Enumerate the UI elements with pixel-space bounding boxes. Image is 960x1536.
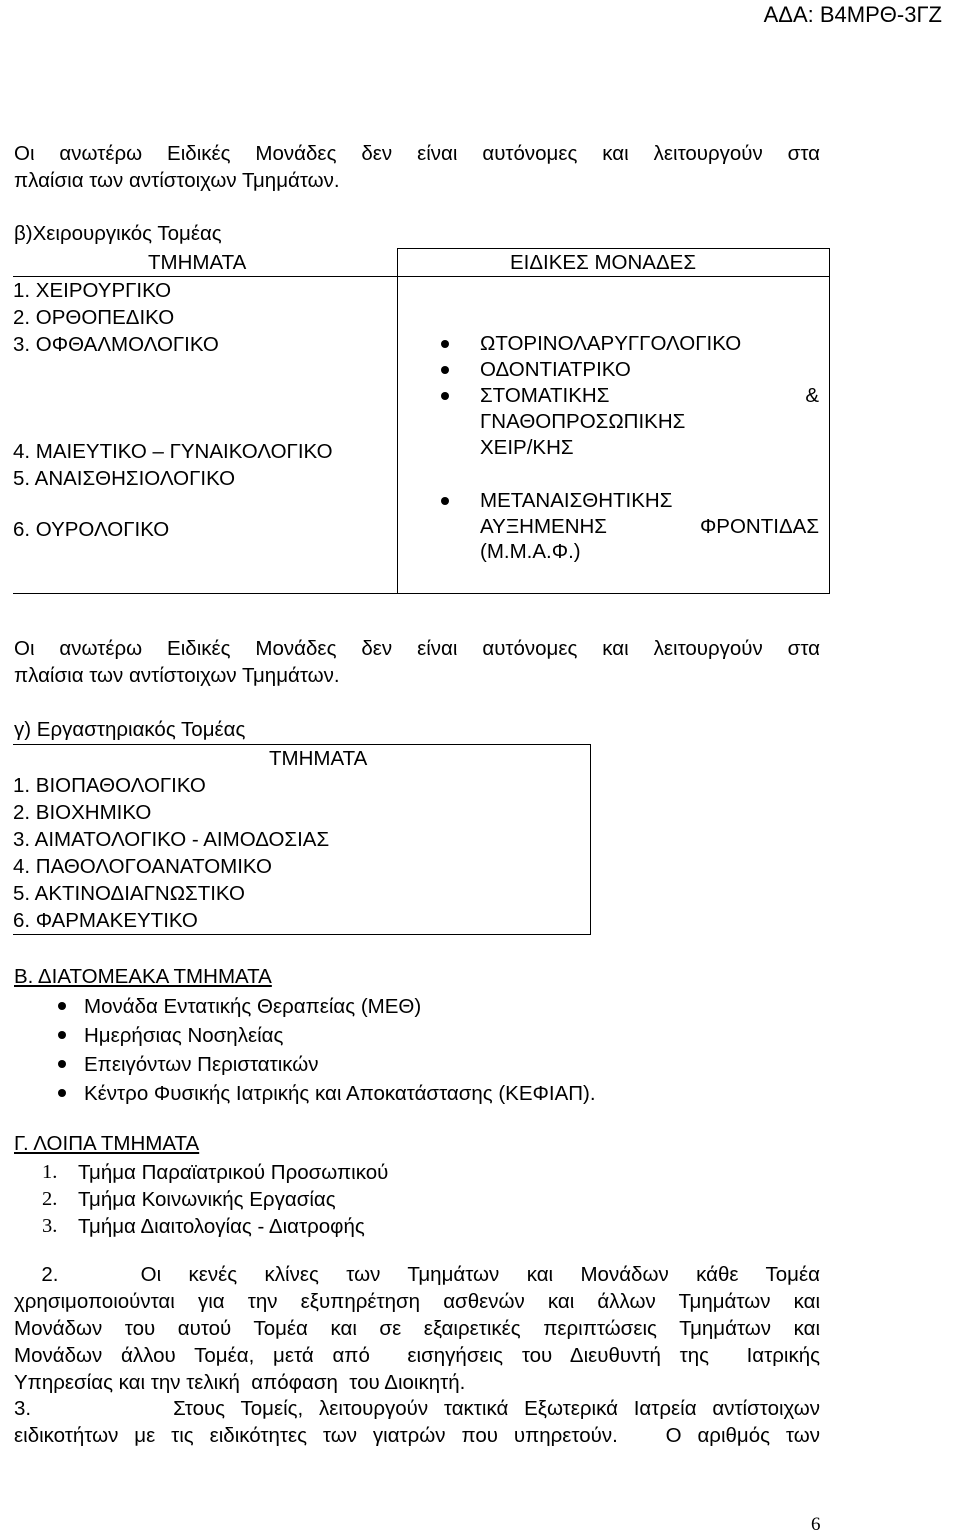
laboratory-departments-cell (13, 745, 591, 935)
list-item: 2. Τμήμα Κοινωνικής Εργασίας (42, 1188, 336, 1211)
department-item: 1. ΧΕΙΡΟΥΡΓΙΚΟ (13, 279, 172, 302)
surgical-heading: β)Χειρουργικός Τομέας (14, 222, 222, 245)
unit-item: ΣΤΟΜΑΤΙΚΗΣ & (398, 383, 829, 409)
department-item: 4. ΠΑΘΟΛΟΓΟΑΝΑΤΟΜΙΚΟ (13, 855, 272, 878)
laboratory-col-departments: ΤΜΗΜΑΤΑ (269, 747, 368, 770)
department-item: 5. ΑΚΤΙΝΟΔΙΑΓΝΩΣΤΙΚΟ (13, 882, 245, 905)
department-item: 2. ΒΙΟΧΗΜΙΚΟ (13, 801, 152, 824)
department-item: 6. ΟΥΡΟΛΟΓΙΚΟ (13, 518, 170, 541)
unit-item: ΜΕΤΑΝΑΙΣΘΗΤΙΚΗΣ (398, 488, 829, 514)
note-1-line-2: πλαίσια των αντίστοιχων Τμημάτων. (14, 169, 340, 192)
para-2-line-4: Μονάδων άλλου Τομέα, μετά από εισηγήσεις του Διευθυντή της Ιατρικής (14, 1344, 820, 1367)
para-3-line-1: 3. Στους Τομείς, λειτουργούν τακτικά Εξωτερικά Ιατρεία αντίστοιχων (14, 1397, 820, 1420)
department-item: 4. ΜΑΙΕΥΤΙΚΟ – ΓΥΝΑΙΚΟΛΟΓΙΚΟ (13, 440, 333, 463)
note-1-line-1: Οι ανωτέρω Ειδικές Μονάδες δεν είναι αυτόνομες και λειτουργούν στα (14, 142, 820, 165)
para-2-line-1: 2. Οι κενές κλίνες των Τμημάτων και Μονάδων κάθε Τομέα (14, 1263, 820, 1286)
para-2-line-3: Μονάδων του αυτού Τομέα και σε εξαιρετικές περιπτώσεις Τμημάτων και (14, 1317, 820, 1340)
bullet-icon (58, 1031, 66, 1039)
surgical-units-cell: ΩΤΟΡΙΝΟΛΑΡΥΓΓΟΛΟΓΙΚΟ ΟΔΟΝΤΙΑΤΡΙΚΟ ΣΤΟΜΑΤΙΚΗΣ & ΓΝΑΘΟΠΡΟΣΩΠΙΚΗΣ ΧΕΙΡ/ΚΗΣ ΜΕΤΑΝΑΙΣΘΗΤΙΚΗΣ ΑΥΞΗΜΕΝΗΣ ΦΡΟΝΤΙΔΑΣ (Μ.Μ.Α.Φ.) (398, 277, 830, 594)
section-b-list (14, 992, 814, 1108)
note-2-line-1: Οι ανωτέρω Ειδικές Μονάδες δεν είναι αυτόνομες και λειτουργούν στα (14, 637, 820, 660)
department-item: 3. ΑΙΜΑΤΟΛΟΓΙΚΟ - ΑΙΜΟΔΟΣΙΑΣ (13, 828, 330, 851)
unit-item: ΩΤΟΡΙΝΟΛΑΡΥΓΓΟΛΟΓΙΚΟ (398, 331, 829, 357)
bullet-icon (441, 497, 449, 505)
bullet-icon (441, 366, 449, 374)
department-item: 3. ΟΦΘΑΛΜΟΛΟΓΙΚΟ (13, 333, 219, 356)
bullet-icon (58, 1089, 66, 1097)
department-item: 2. ΟΡΘΟΠΕΔΙΚΟ (13, 306, 175, 329)
department-item: 5. ΑΝΑΙΣΘΗΣΙΟΛΟΓΙΚΟ (13, 467, 236, 490)
list-item: 3. Τμήμα Διαιτολογίας - Διατροφής (42, 1215, 365, 1238)
para-2-line-2: χρησιμοποιούνται για την εξυπηρέτηση ασθενών και άλλων Τμημάτων και (14, 1290, 820, 1313)
bullet-icon (441, 392, 449, 400)
surgical-table (13, 248, 830, 594)
surgical-col-units: ΕΙΔΙΚΕΣ ΜΟΝΑΔΕΣ (398, 249, 830, 277)
note-2-line-2: πλαίσια των αντίστοιχων Τμημάτων. (14, 664, 340, 687)
bullet-icon (58, 1060, 66, 1068)
surgical-col-departments: ΤΜΗΜΑΤΑ (13, 249, 398, 277)
section-g-list (14, 1159, 814, 1240)
surgical-departments-cell (13, 277, 398, 594)
list-item: Επειγόντων Περιστατικών (14, 1050, 814, 1079)
bullet-icon (58, 1002, 66, 1010)
department-item: 6. ΦΑΡΜΑΚΕΥΤΙΚΟ (13, 909, 198, 932)
unit-item: ΟΔΟΝΤΙΑΤΡΙΚΟ (398, 357, 829, 383)
department-item: 1. ΒΙΟΠΑΘΟΛΟΓΙΚΟ (13, 774, 206, 797)
para-3-line-2: ειδικοτήτων με τις ειδικότητες των γιατρών που υπηρετούν. Ο αριθμός των (14, 1424, 820, 1447)
para-2-line-5: Υπηρεσίας και την τελική απόφαση του Διοικητή. (14, 1371, 466, 1394)
page-number: 6 (811, 1514, 821, 1535)
laboratory-table (13, 744, 591, 935)
laboratory-heading: γ) Εργαστηριακός Τομέας (14, 718, 246, 741)
section-g-heading: Γ. ΛΟΙΠΑ ΤΜΗΜΑΤΑ (14, 1132, 200, 1155)
bullet-icon (441, 340, 449, 348)
list-item: Μονάδα Εντατικής Θεραπείας (ΜΕΘ) (14, 992, 814, 1021)
list-item: Ημερήσιας Νοσηλείας (14, 1021, 814, 1050)
section-b-heading: Β. ΔΙΑΤΟΜΕΑΚΑ ΤΜΗΜΑΤΑ (14, 965, 272, 988)
list-item: 1. Τμήμα Παραϊατρικού Προσωπικού (42, 1161, 389, 1184)
document-code: ΑΔΑ: Β4ΜΡΘ-3ΓΖ (763, 2, 942, 27)
list-item: Κέντρο Φυσικής Ιατρικής και Αποκατάστασης (ΚΕΦΙΑΠ). (14, 1079, 814, 1108)
